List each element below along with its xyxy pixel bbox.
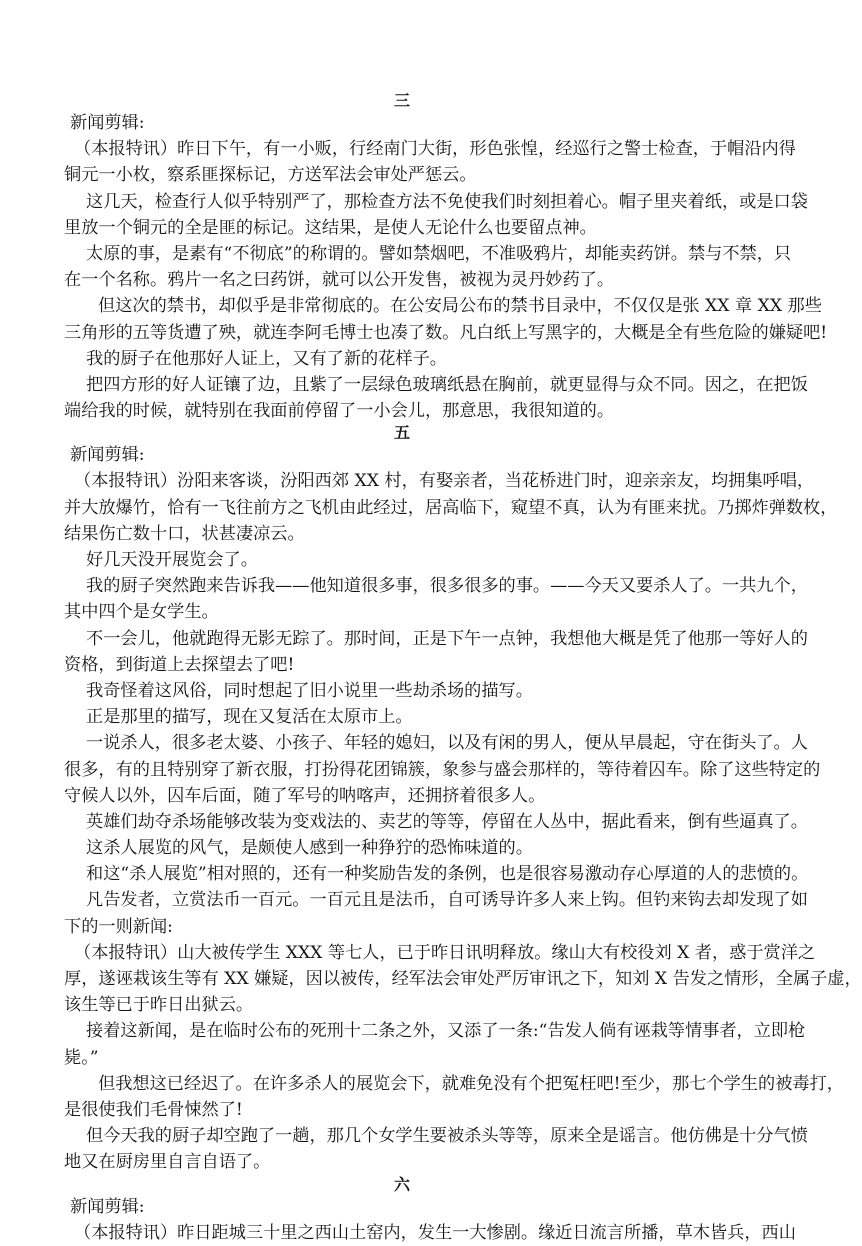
- text-line: （本报特讯）山大被传学生 XXX 等七人，已于昨日讯明释放。缘山大有校役刘 X 者，惑于赏洋之: [74, 942, 816, 963]
- text-line: 该生等已于昨日出狱云。: [64, 995, 254, 1016]
- text-line: 端给我的时候，就特别在我面前停留了一小会儿，那意思，我很知道的。: [64, 401, 615, 422]
- text-line: 但今天我的厨子却空跑了一趟，那几个女学生要被杀头等等，原来全是谣言。他仿佛是十分气愤: [86, 1126, 808, 1147]
- text-line: 不一会儿，他就跑得无影无踪了。那时间，正是下午一点钟，我想他大概是凭了他那一等好人的: [86, 628, 808, 649]
- text-line: 里放一个铜元的全是匪的标记。这结果，是使人无论什么也要留点神。: [64, 217, 597, 238]
- text-line: 英雄们劫夺杀场能够改装为变戏法的、卖艺的等等，停留在人丛中，据此看来，倒有些逼真了。: [86, 811, 808, 832]
- text-line: 新闻剪辑:: [70, 1196, 145, 1217]
- text-line: 凡告发者，立赏法币一百元。一百元且是法币，自可诱导许多人来上钩。但钓来钩去却发现了如: [86, 890, 808, 911]
- section-heading-3: 三: [393, 91, 410, 110]
- text-line: 好几天没开展览会了。: [86, 550, 258, 570]
- section-5-body: [64, 442, 862, 1175]
- text-line: 下的一则新闻:: [64, 916, 173, 937]
- text-line: 在一个名称。鸦片一名之曰药饼，就可以公开发售，被视为灵丹妙药了。: [64, 270, 615, 291]
- text-line: 是很使我们毛骨悚然了!: [64, 1099, 243, 1120]
- text-line: 一说杀人，很多老太婆、小孩子、年轻的媳妇，以及有闲的男人，便从早晨起，守在街头了。人: [86, 733, 808, 754]
- text-line: 三角形的五等货遭了殃，就连李阿毛博士也凑了数。凡白纸上写黑字的，大概是全有些危险的嫌疑吧!: [64, 322, 828, 343]
- text-line: 新闻剪辑:: [70, 113, 145, 133]
- text-line: 并大放爆竹，恰有一飞往前方之飞机由此经过，居高临下，窥望不真，认为有匪来扰。乃掷炸弹数枚，: [64, 497, 838, 518]
- section-6-body: [64, 1194, 796, 1246]
- text-line: 毙。”: [64, 1047, 99, 1068]
- section-3-body: [64, 110, 828, 424]
- text-line: 和这“杀人展览”相对照的，还有一种奖励告发的条例，也是很容易激动存心厚道的人的悲愤的。: [86, 864, 809, 885]
- text-line: 把四方形的好人证镶了边，且紫了一层绿色玻璃纸悬在胸前，就更显得与众不同。因之，在把饭: [86, 374, 808, 395]
- text-line: 结果伤亡数十口，状甚凄凉云。: [64, 523, 305, 544]
- text-line: 这几天，检查行人似乎特别严了，那检查方法不免使我们时刻担着心。帽子里夹着纸，或是口袋: [86, 191, 808, 212]
- text-line: （本报特讯）昨日下午，有一小贩，行经南门大街，形色张惶，经巡行之警士检查，于帽沿内得: [74, 139, 796, 160]
- text-line: 厚，遂诬栽该生等有 XX 嫌疑，因以被传，经军法会审处严厉审讯之下，知刘 X 告发之情形，全属子虚，: [64, 969, 862, 989]
- text-line: 但我想这已经迟了。在许多杀人的展览会下，就难免没有个把冤枉吧!至少，那七个学生的被毒打，: [98, 1073, 844, 1094]
- text-line: （本报特讯）昨日距城三十里之西山土窑内，发生一大惨剧。缘近日流言所播，草木皆兵，西山: [74, 1222, 796, 1243]
- text-line: 这杀人展览的风气，是颇使人感到一种狰狞的恐怖味道的。: [86, 838, 533, 859]
- text-line: 太原的事，是素有“不彻底”的称谓的。譬如禁烟吧，不准吸鸦片，却能卖药饼。禁与不禁，只: [86, 243, 792, 264]
- text-line: 我奇怪着这风俗，同时想起了旧小说里一些劫杀场的描写。: [86, 680, 533, 701]
- text-line: 正是那里的描写，现在又复活在太原市上。: [86, 707, 413, 728]
- text-line: 接着这新闻，是在临时公布的死刑十二条之外，又添了一条:“告发人倘有诬栽等情事者，立即枪: [86, 1021, 806, 1042]
- text-line: 很多，有的且特别穿了新衣服，打扮得花团锦簇，象参与盛会那样的，等待着囚车。除了这些特定的: [64, 759, 821, 780]
- text-line: 守候人以外，囚车后面，随了军号的呐喀声，还拥挤着很多人。: [64, 785, 546, 806]
- section-heading-6: 六: [393, 1174, 410, 1194]
- text-line: 新闻剪辑:: [70, 445, 145, 466]
- text-line: 但这次的禁书，却似乎是非常彻底的。在公安局公布的禁书目录中，不仅仅是张 XX 章 XX 那些: [98, 296, 822, 317]
- text-line: 资格，到街道上去探望去了吧!: [64, 654, 295, 675]
- text-line: 我的厨子在他那好人证上，又有了新的花样子。: [86, 348, 447, 369]
- text-line: （本报特讯）汾阳来客谈，汾阳西郊 XX 村，有娶亲者，当花桥进门时，迎亲亲友，均拥集呼唱，: [74, 471, 815, 492]
- section-heading-5: 五: [393, 423, 410, 443]
- text-line: 铜元一小枚，察系匪探标记，方送军法会审处严惩云。: [64, 165, 477, 186]
- text-line: 其中四个是女学生。: [64, 602, 219, 623]
- text-line: 我的厨子突然跑来告诉我——他知道很多事，很多很多的事。——今天又要杀人了。一共九个，: [86, 576, 808, 597]
- text-line: 地又在厨房里自言自语了。: [64, 1152, 271, 1173]
